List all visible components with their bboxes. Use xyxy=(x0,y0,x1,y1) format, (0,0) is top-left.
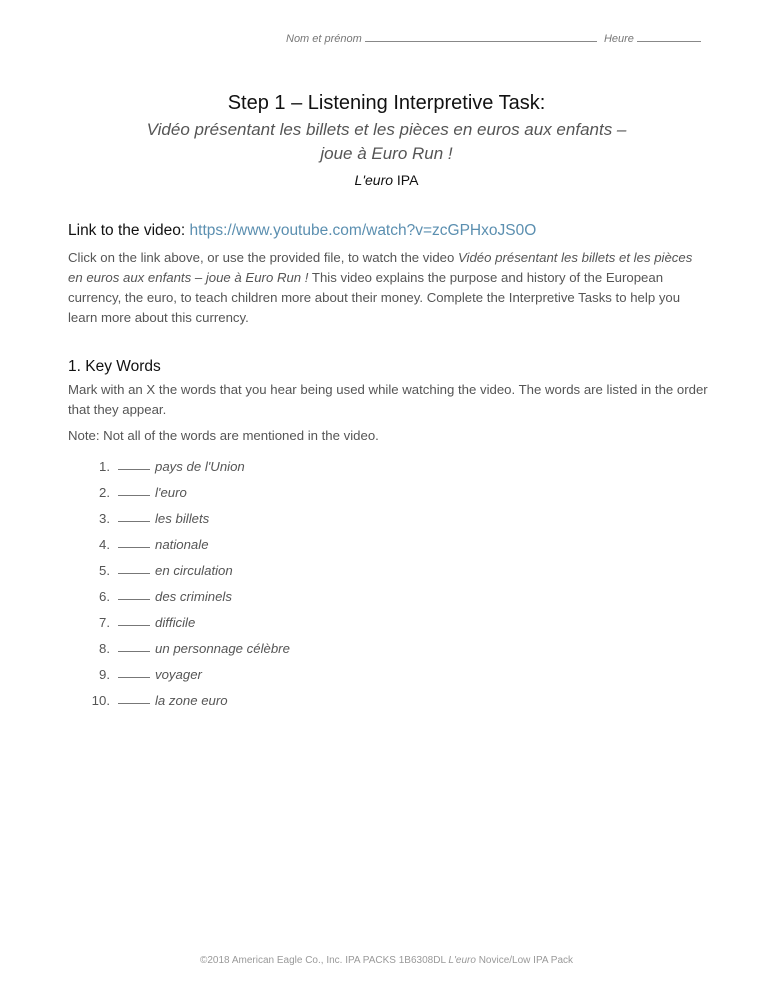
video-link-row xyxy=(68,222,708,240)
item-number: 6. xyxy=(99,589,110,604)
item-word: les billets xyxy=(155,511,210,526)
name-label: Nom et prénom xyxy=(286,33,362,45)
list-item xyxy=(68,506,708,532)
key-words-instruction: Mark with an X the words that you hear being used while watching the video. The words are listed in the order that they appear. xyxy=(68,382,708,417)
list-item xyxy=(68,610,708,636)
intro-video-title: Vidéo présentant les billets et les pièces en euros aux enfants – joue à Euro Run ! xyxy=(68,250,693,285)
answer-blank[interactable] xyxy=(118,480,150,496)
list-item xyxy=(68,636,708,662)
list-item xyxy=(68,480,708,506)
item-number: 4. xyxy=(99,537,110,552)
item-number: 7. xyxy=(99,615,110,630)
time-label: Heure xyxy=(603,33,634,45)
intro-part2: This video explains the purpose and history of the European currency, the euro, to teach children more about their money. Complete the Interpretive Tasks to help you learn more about this currency. xyxy=(68,270,681,325)
key-words-list xyxy=(68,454,708,714)
item-number: 3. xyxy=(99,511,110,526)
video-title-line2: joue à Euro Run ! xyxy=(320,144,453,163)
answer-blank[interactable] xyxy=(118,662,150,678)
ipa-label-text: IPA xyxy=(393,172,419,188)
answer-blank[interactable] xyxy=(118,610,150,626)
list-item xyxy=(68,662,708,688)
section-title-key-words: 1. Key Words xyxy=(68,358,161,375)
item-number: 5. xyxy=(99,563,110,578)
key-words-note: Note: Not all of the words are mentioned in the video. xyxy=(68,428,379,443)
intro-part1: Click on the link above, or use the provided file, to watch the video xyxy=(68,250,458,265)
footer-part2: Novice/Low IPA Pack xyxy=(475,955,574,966)
answer-blank[interactable] xyxy=(118,454,150,470)
page-title: Step 1 – Listening Interpretive Task: xyxy=(227,92,546,114)
footer-part1: ©2018 American Eagle Co., Inc. IPA PACKS 1B6308DL xyxy=(199,955,449,966)
list-item xyxy=(68,584,708,610)
item-word: voyager xyxy=(155,667,202,682)
video-title-line1: Vidéo présentant les billets et les pièces en euros aux enfants – xyxy=(146,120,627,139)
answer-blank[interactable] xyxy=(118,532,150,548)
list-item xyxy=(68,688,708,714)
page-footer xyxy=(0,955,773,966)
item-number: 8. xyxy=(99,641,110,656)
answer-blank[interactable] xyxy=(118,506,150,522)
item-word: la zone euro xyxy=(155,693,228,708)
answer-blank[interactable] xyxy=(118,558,150,574)
content xyxy=(68,222,708,714)
item-word: des criminels xyxy=(155,589,232,604)
video-link-label: Link to the video: xyxy=(68,222,186,239)
item-number: 1. xyxy=(99,459,110,474)
item-word: l'euro xyxy=(155,485,187,500)
footer-italic: L'euro xyxy=(448,955,476,966)
header-fields xyxy=(286,31,701,45)
ipa-label xyxy=(0,172,773,188)
item-word: pays de l'Union xyxy=(155,459,245,474)
time-blank xyxy=(637,31,701,42)
title-block xyxy=(0,90,773,188)
item-word: nationale xyxy=(155,537,209,552)
answer-blank[interactable] xyxy=(118,636,150,652)
answer-blank[interactable] xyxy=(118,584,150,600)
list-item xyxy=(68,532,708,558)
item-word: difficile xyxy=(155,615,196,630)
item-word: en circulation xyxy=(155,563,233,578)
item-number: 10. xyxy=(91,693,110,708)
item-word: un personnage célèbre xyxy=(155,641,290,656)
answer-blank[interactable] xyxy=(118,688,150,704)
list-item xyxy=(68,454,708,480)
ipa-label-italic: L'euro xyxy=(354,172,394,188)
intro-paragraph xyxy=(68,248,708,328)
item-number: 2. xyxy=(99,485,110,500)
name-blank xyxy=(365,31,597,42)
item-number: 9. xyxy=(99,667,110,682)
list-item xyxy=(68,558,708,584)
video-link[interactable]: https://www.youtube.com/watch?v=zcGPHxoJS0O xyxy=(189,222,537,239)
